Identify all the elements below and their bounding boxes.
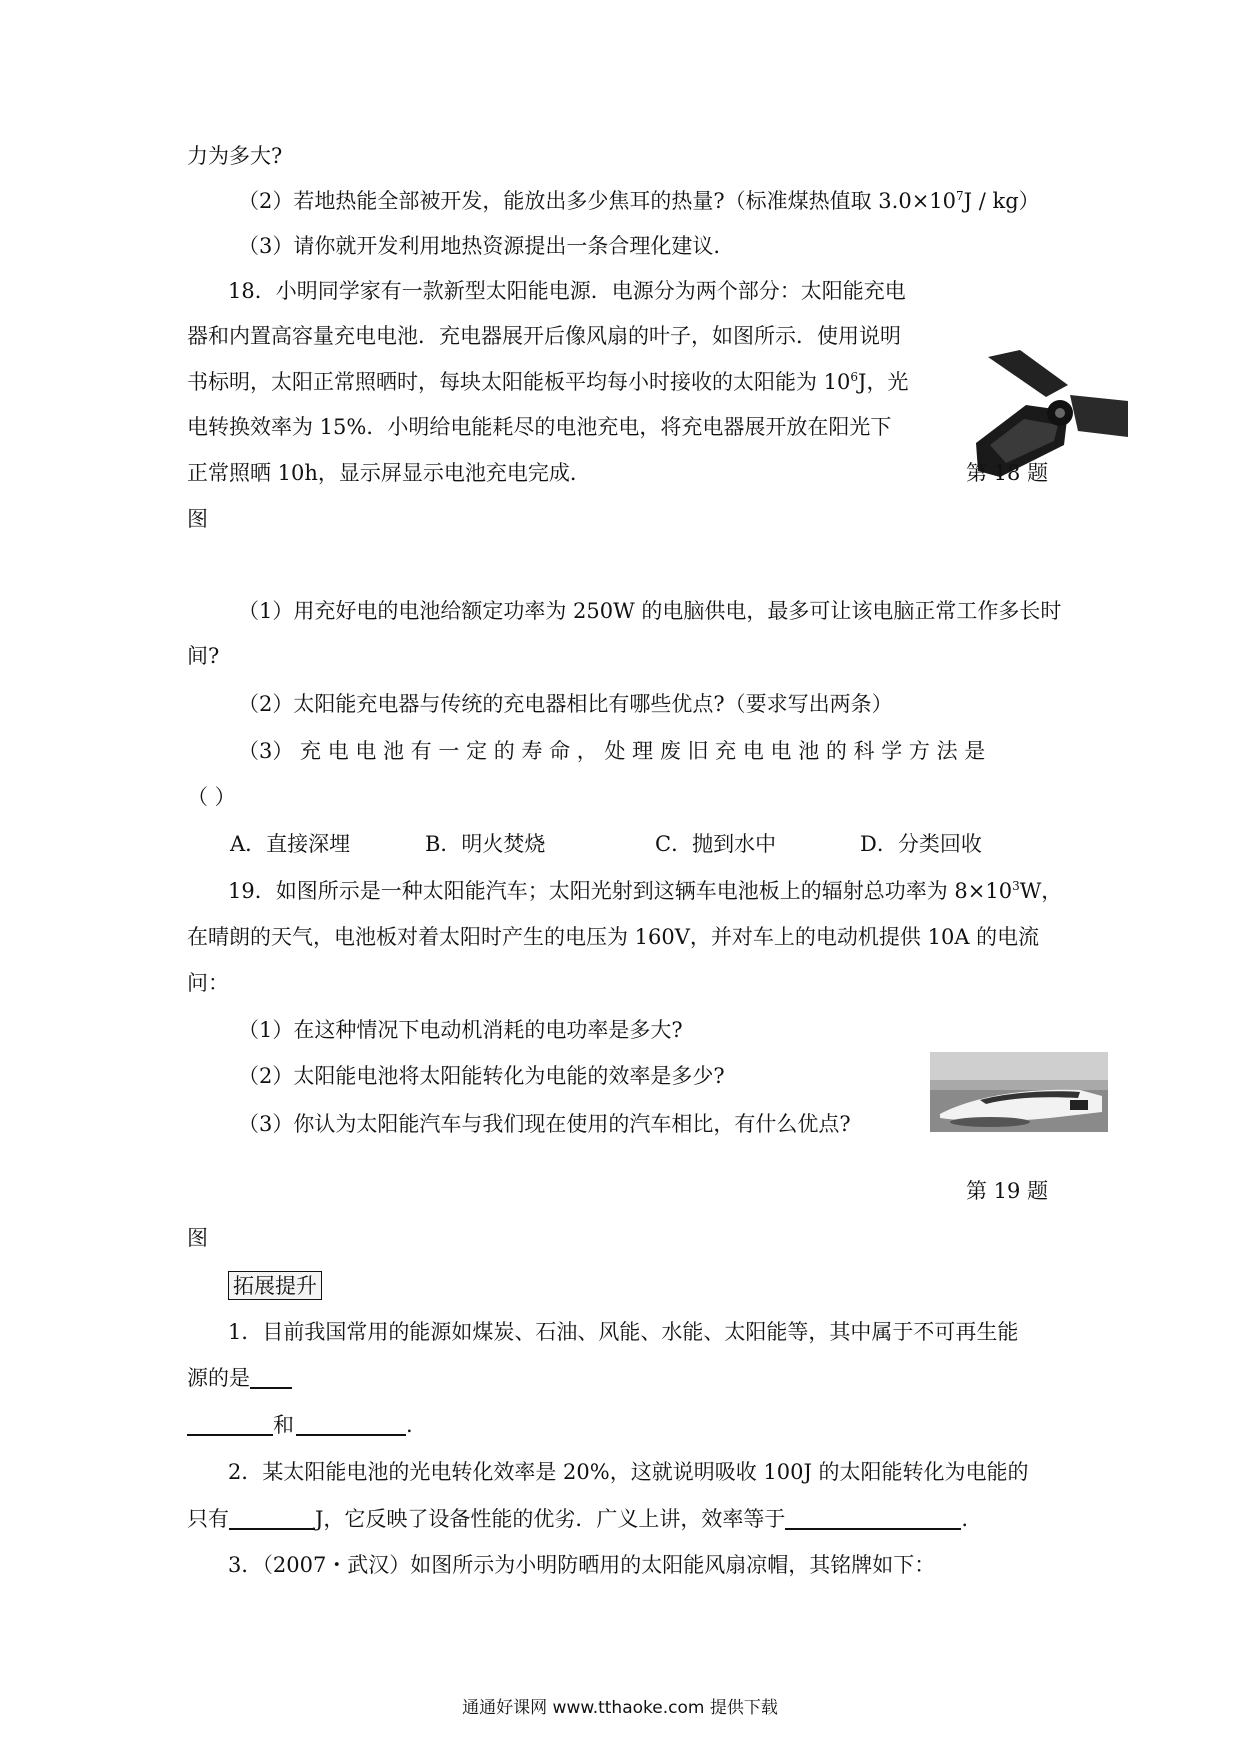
q18-line-4: 电转换效率为 15%．小明给电能耗尽的电池充电，将充电器展开放在阳光下: [187, 415, 892, 439]
page-footer: 通通好课网 www.tthaoke.com 提供下载: [462, 1698, 778, 1718]
q18-line-2: 器和内置高容量充电电池．充电器展开后像风扇的叶子，如图所示．使用说明: [187, 324, 901, 348]
figure-19-caption: 第 19 题: [966, 1179, 1049, 1203]
answer-blank[interactable]: [229, 1506, 315, 1530]
ext3-line-1: 3．（2007・武汉）如图所示为小明防晒用的太阳能风扇凉帽，其铭牌如下：: [228, 1553, 936, 1577]
q18-sub2: （2）太阳能充电器与传统的充电器相比有哪些优点?（要求写出两条）: [238, 692, 893, 716]
answer-blank[interactable]: [296, 1412, 406, 1436]
section-heading: 拓展提升: [228, 1272, 322, 1300]
ext1-line-3: 和 .: [187, 1411, 413, 1439]
q17-sub3: （3）请你就开发利用地热资源提出一条合理化建议.: [238, 234, 721, 258]
solar-car-figure: [930, 1052, 1108, 1132]
figure-18-caption-end: 图: [187, 507, 208, 531]
ext2-line-1: 2．某太阳能电池的光电转化效率是 20%，这就说明吸收 100J 的太阳能转化为电能的: [228, 1460, 1029, 1484]
q18-sub3-line-1: （3） 充 电 电 池 有 一 定 的 寿 命 ， 处 理 废 旧 充 电 电 池 的 科 学 方 法 是: [238, 739, 986, 763]
q19-sub1: （1）在这种情况下电动机消耗的电功率是多大?: [238, 1018, 683, 1042]
q19-line-1: 19．如图所示是一种太阳能汽车；太阳光射到这辆车电池板上的辐射总功率为 $8\times 10^3W$，: [228, 879, 1063, 903]
answer-blank[interactable]: [187, 1412, 273, 1436]
q17-sub2: （2）若地热能全部被开发，能放出多少焦耳的热量?（标准煤热值取 $3.0\times 10^7J / kg$）: [238, 189, 1040, 213]
q19-line-3: 问：: [187, 971, 229, 995]
q18-line-1: 18．小明同学家有一款新型太阳能电源．电源分为两个部分：太阳能充电: [228, 279, 906, 303]
q18-line-5: 正常照晒 10h，显示屏显示电池充电完成．: [187, 461, 591, 485]
option-b: B．明火焚烧: [425, 832, 546, 856]
q18-sub1-line-1: （1）用充好电的电池给额定功率为 250W 的电脑供电，最多可让该电脑正常工作多长时: [238, 599, 1062, 623]
ext2-line-2: 只有 J，它反映了设备性能的优劣．广义上讲，效率等于 .: [187, 1507, 969, 1531]
ext1-line-2: 源的是: [187, 1364, 292, 1392]
q19-line-2: 在晴朗的天气，电池板对着太阳时产生的电压为 160V，并对车上的电动机提供 10A 的电流: [187, 925, 1040, 949]
ext1-line-1: 1．目前我国常用的能源如煤炭、石油、风能、水能、太阳能等，其中属于不可再生能: [228, 1320, 1019, 1344]
q17-tail: 力为多大?: [187, 144, 283, 168]
q18-sub1-line-2: 间?: [187, 644, 220, 668]
figure-19-caption-end: 图: [187, 1226, 208, 1250]
option-a: A．直接深埋: [230, 832, 351, 856]
answer-blank[interactable]: [250, 1365, 292, 1389]
figure-18-caption: 第 18 题: [966, 461, 1049, 485]
option-c: C．抛到水中: [655, 832, 777, 856]
q18-line-3: 书标明，太阳正常照晒时，每块太阳能板平均每小时接收的太阳能为 $10^6J$，光: [187, 370, 909, 394]
q19-sub3: （3）你认为太阳能汽车与我们现在使用的汽车相比，有什么优点?: [238, 1112, 851, 1136]
option-d: D．分类回收: [860, 832, 982, 856]
q18-sub3-line-2: （ ）: [187, 785, 236, 809]
answer-blank[interactable]: [785, 1506, 961, 1530]
q19-sub2: （2）太阳能电池将太阳能转化为电能的效率是多少?: [238, 1064, 725, 1088]
